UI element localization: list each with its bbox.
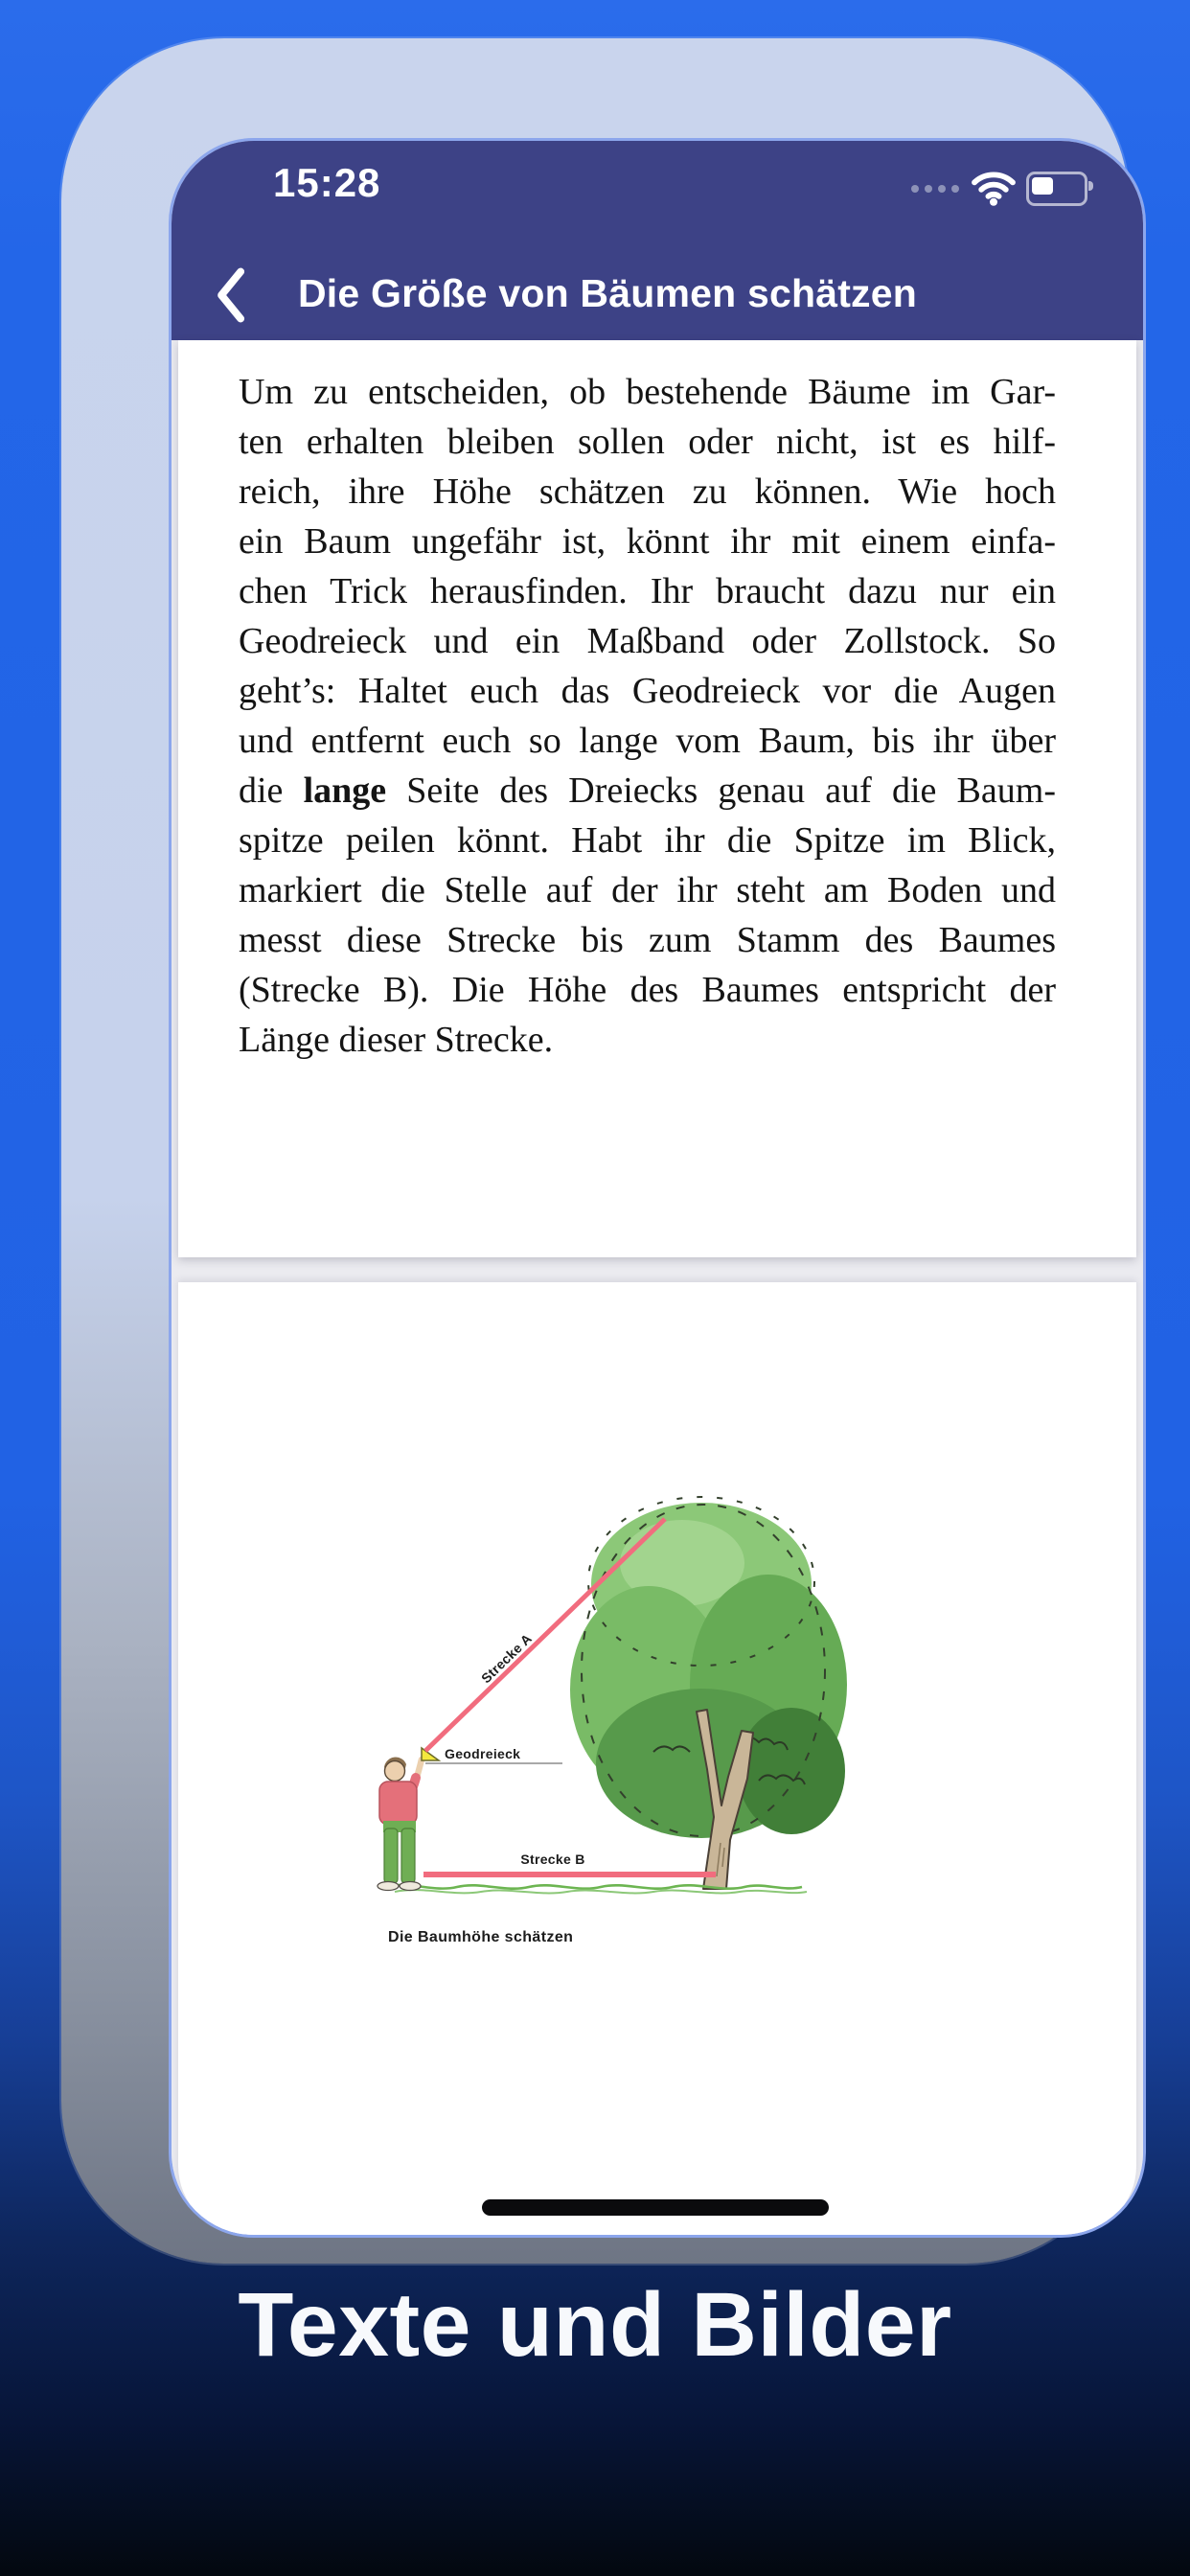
paragraph-line: Länge dieser Strecke.	[239, 1020, 554, 1060]
battery-fill	[1032, 177, 1053, 195]
paragraph-line: (Strecke B). Die Höhe des Baumes entspricht der	[239, 970, 1056, 1010]
tree-height-illustration	[366, 1464, 864, 1963]
geodreieck-label: Geodreieck	[445, 1746, 521, 1761]
paragraph-line: geht’s: Haltet euch das Geodreieck vor die Augen	[239, 671, 1056, 711]
paragraph-line: die lange Seite des Dreiecks genau auf die Baum-	[239, 770, 1056, 811]
status-icons	[911, 168, 1087, 210]
paragraph-line: markiert die Stelle auf der ihr steht am Boden und	[239, 870, 1056, 910]
paragraph-line: messt diese Strecke bis zum Stamm des Baumes	[239, 920, 1056, 960]
nav-bar	[172, 262, 1143, 333]
wifi-icon	[971, 171, 1017, 207]
header-bar	[172, 141, 1143, 340]
document-page-text	[178, 340, 1136, 1257]
phone-frame	[61, 38, 1129, 2264]
paragraph-line: Um zu entscheiden, ob bestehende Bäume im Gar-	[239, 372, 1056, 412]
cellular-signal-icon	[911, 185, 959, 193]
paragraph-line: reich, ihre Höhe schätzen zu können. Wie hoch	[239, 472, 1056, 512]
paragraph	[178, 340, 1136, 1065]
document-page-image	[178, 1282, 1136, 2235]
strecke-b-label: Strecke B	[520, 1852, 585, 1867]
page-title: Die Größe von Bäumen schätzen	[298, 271, 918, 315]
screenshot-caption: Texte und Bilder	[238, 2274, 952, 2376]
paragraph-line: Geodreieck und ein Maßband oder Zollstock. So	[239, 621, 1056, 661]
home-indicator[interactable]	[482, 2199, 829, 2216]
status-time: 15:28	[273, 160, 381, 205]
chevron-left-icon	[214, 267, 246, 323]
paragraph-line: chen Trick herausfinden. Ihr braucht dazu nur ein	[239, 571, 1056, 611]
tree-canopy	[570, 1497, 847, 1838]
geodreieck-triangle	[422, 1748, 439, 1760]
paragraph-line: und entfernt euch so lange vom Baum, bis ihr über	[239, 721, 1056, 761]
back-button[interactable]	[214, 267, 246, 323]
paragraph-line: ein Baum ungefähr ist, könnt ihr mit einem einfa-	[239, 521, 1056, 562]
grass	[385, 1885, 807, 1894]
battery-icon	[1026, 172, 1087, 206]
illustration-caption: Die Baumhöhe schätzen	[388, 1929, 574, 1945]
paragraph-line: ten erhalten bleiben sollen oder nicht, ist es hilf-	[239, 422, 1056, 462]
person-figure	[378, 1758, 422, 1891]
document-scroll-area[interactable]	[172, 340, 1143, 2235]
phone-screen	[172, 141, 1143, 2235]
paragraph-line: spitze peilen könnt. Habt ihr die Spitze im Blick,	[239, 820, 1056, 861]
strecke-a-label: Strecke A	[477, 1630, 536, 1687]
